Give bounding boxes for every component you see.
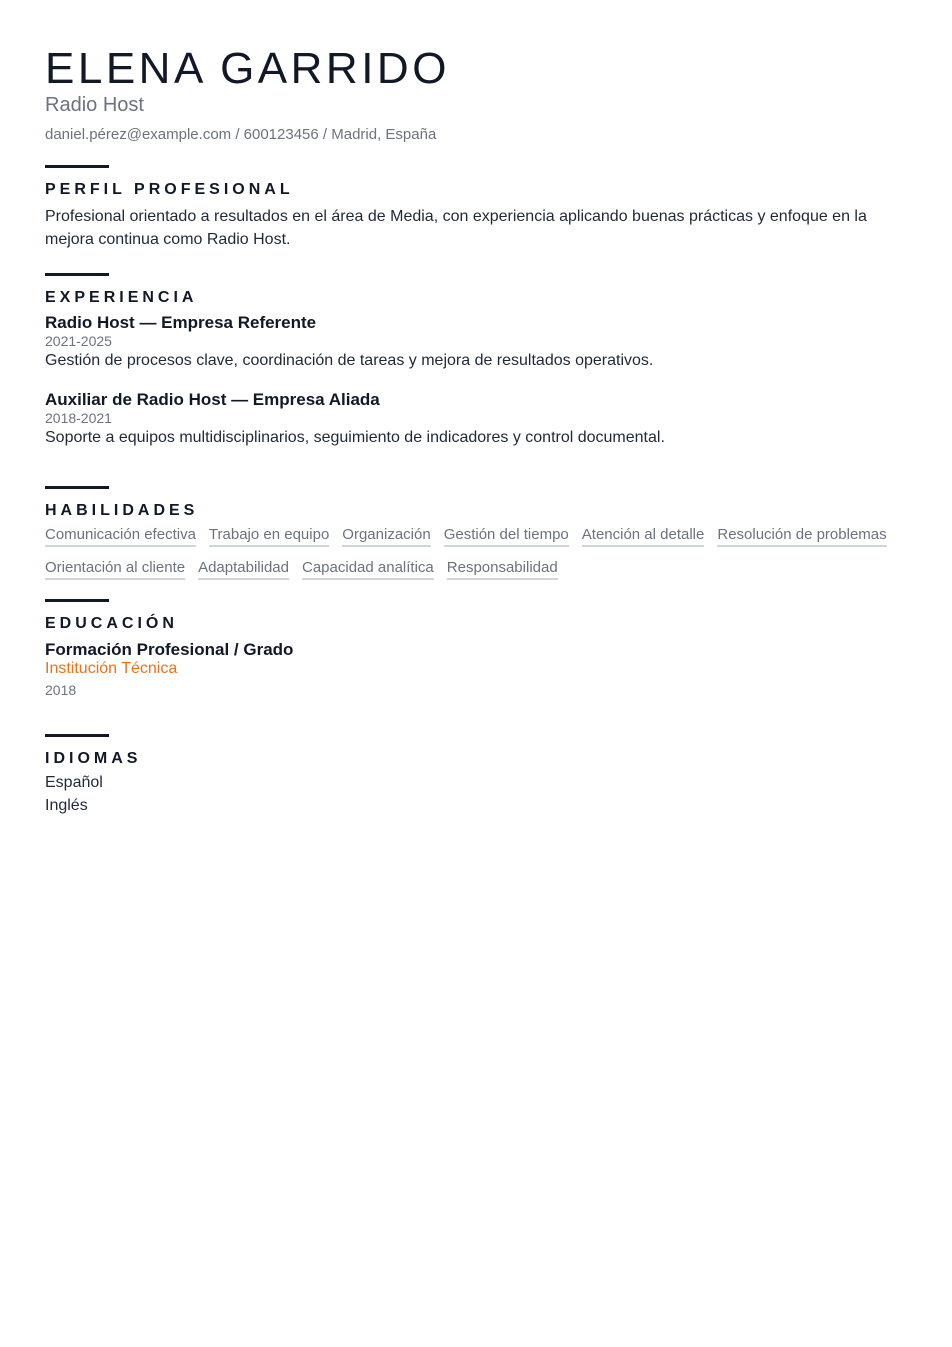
candidate-role: Radio Host <box>45 94 144 116</box>
skill-tag: Atención al detalle <box>582 525 705 547</box>
skill-tag: Gestión del tiempo <box>444 525 569 547</box>
job-entry <box>45 313 915 372</box>
section-divider <box>45 599 109 602</box>
experience-heading: EXPERIENCIA <box>45 289 198 306</box>
section-divider <box>45 486 109 489</box>
section-divider <box>45 734 109 737</box>
skill-tag: Adaptabilidad <box>198 558 289 580</box>
skill-tag: Trabajo en equipo <box>209 525 329 547</box>
skills-list <box>45 525 915 591</box>
institution-name: Institución Técnica <box>45 660 178 677</box>
job-title: Auxiliar de Radio Host — Empresa Aliada <box>45 390 380 409</box>
education-year: 2018 <box>45 682 77 698</box>
section-divider <box>45 165 109 168</box>
job-description: Soporte a equipos multidisciplinarios, seguimiento de indicadores y control documental. <box>45 429 665 446</box>
section-divider <box>45 273 109 276</box>
language-item: Español <box>45 774 103 791</box>
skill-tag: Comunicación efectiva <box>45 525 196 547</box>
contact-line: daniel.pérez@example.com / 600123456 / Madrid, España <box>45 126 437 143</box>
job-title: Radio Host — Empresa Referente <box>45 313 317 332</box>
degree-title: Formación Profesional / Grado <box>45 640 294 659</box>
candidate-name: ELENA GARRIDO <box>45 44 450 93</box>
skills-heading: HABILIDADES <box>45 502 199 519</box>
skills-section <box>45 486 915 591</box>
skill-tag: Orientación al cliente <box>45 558 185 580</box>
experience-section <box>45 273 915 449</box>
job-description: Gestión de procesos clave, coordinación de tareas y mejora de resultados operativos. <box>45 352 654 369</box>
job-dates: 2018-2021 <box>45 410 112 426</box>
skill-tag: Responsabilidad <box>447 558 558 580</box>
profile-text: Profesional orientado a resultados en el área de Media, con experiencia aplicando buenas prácticas y enfoque en la mejora continua como Radio Host. <box>45 208 867 248</box>
skill-tag: Capacidad analítica <box>302 558 434 580</box>
job-entry <box>45 390 915 449</box>
education-heading: EDUCACIÓN <box>45 615 178 632</box>
languages-section <box>45 734 915 817</box>
skill-tag: Resolución de problemas <box>717 525 886 547</box>
education-section <box>45 599 915 698</box>
skill-tag: Organización <box>342 525 430 547</box>
language-item: Inglés <box>45 797 88 814</box>
profile-section <box>45 165 915 251</box>
languages-heading: IDIOMAS <box>45 750 142 767</box>
profile-heading: PERFIL PROFESIONAL <box>45 181 294 198</box>
job-dates: 2021-2025 <box>45 333 112 349</box>
